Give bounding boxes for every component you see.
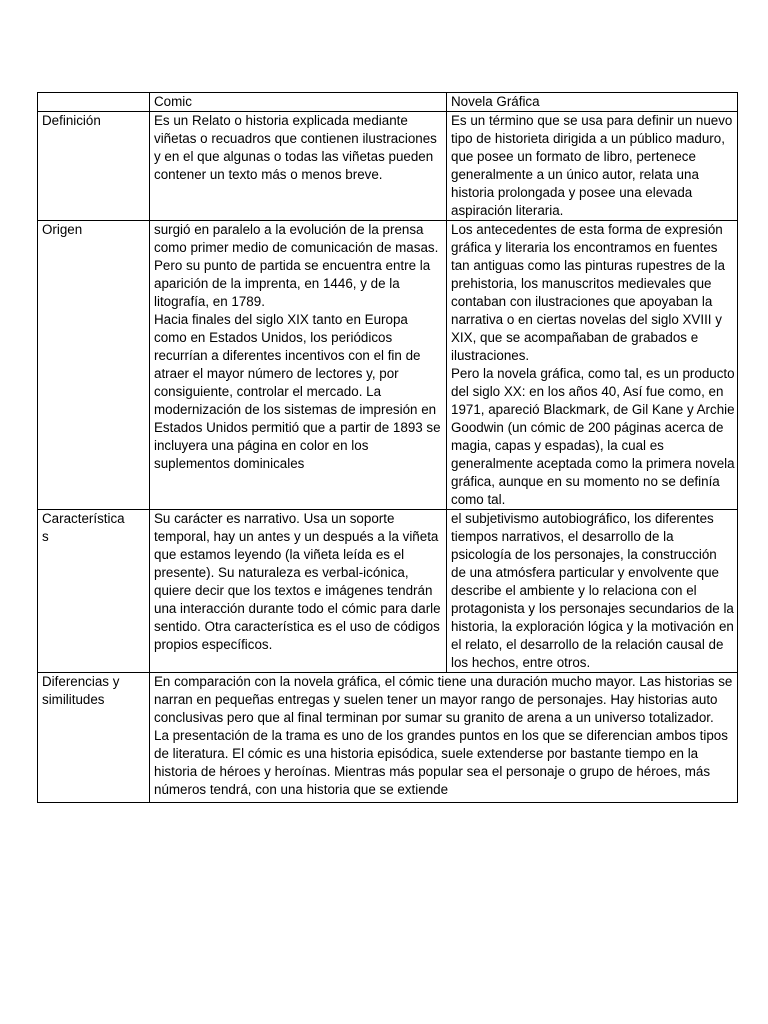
comparison-table	[37, 92, 738, 803]
header-cell-comic: Comic	[150, 93, 447, 112]
comic-cell: Es un Relato o historia explicada mediante viñetas o recuadros que contienen ilustraciones y en el que algunas o todas las viñetas pueden contener un texto más o menos breve.	[150, 112, 447, 221]
header-cell-empty	[38, 93, 150, 112]
table-row-diferencias	[38, 673, 738, 803]
row-label: Característica s	[38, 510, 150, 673]
comic-cell: surgió en paralelo a la evolución de la prensa como primer medio de comunicación de masas. Pero su punto de partida se encuentra entre la aparición de la imprenta, en 1446, y de la litografía, en 1789. Hacia finales del siglo XIX tanto en Europa como en Estados Unidos, los periódicos recurrían a diferentes incentivos con el fin de atraer el mayor número de lectores y, por consiguiente, controlar el mercado. La modernización de los sistemas de impresión en Estados Unidos permitió que a partir de 1893 se incluyera una página en color en los suplementos dominicales	[150, 221, 447, 510]
novela-cell: el subjetivismo autobiográfico, los diferentes tiempos narrativos, el desarrollo de la psicología de los personajes, la construcción de una atmósfera particular y envolvente que describe el ambiente y lo relaciona con el protagonista y los personajes secundarios de la historia, la exploración lógica y la motivación en el relato, el desarrollo de la relación causal de los hechos, entre otros.	[447, 510, 738, 673]
comic-cell: Su carácter es narrativo. Usa un soporte temporal, hay un antes y un después a la viñeta que estamos leyendo (la viñeta leída es el presente). Su naturaleza es verbal-icónica, quiere decir que los textos e imágenes tendrán una interacción durante todo el cómic para darle sentido. Otra característica es el uso de códigos propios específicos.	[150, 510, 447, 673]
table-row-definicion	[38, 112, 738, 221]
novela-cell: Es un término que se usa para definir un nuevo tipo de historieta dirigida a un público maduro, que posee un formato de libro, pertenece generalmente a un único autor, relata una historia prolongada y posee una elevada aspiración literaria.	[447, 112, 738, 221]
row-label: Origen	[38, 221, 150, 510]
row-label: Diferencias y similitudes	[38, 673, 150, 803]
table-row-origen	[38, 221, 738, 510]
table-row-caracteristicas	[38, 510, 738, 673]
table-header-row	[38, 93, 738, 112]
novela-cell: Los antecedentes de esta forma de expresión gráfica y literaria los encontramos en fuentes tan antiguas como las pinturas rupestres de la prehistoria, los manuscritos medievales que contaban con ilustraciones que apoyaban la narrativa o en ciertas novelas del siglo XVIII y XIX, que se acompañaban de grabados e ilustraciones. Pero la novela gráfica, como tal, es un producto del siglo XX: en los años 40, Así fue como, en 1971, apareció Blackmark, de Gil Kane y Archie Goodwin (un cómic de 200 páginas acerca de magia, capas y espadas), la cual es generalmente aceptada como la primera novela gráfica, aunque en su momento no se definía como tal.	[447, 221, 738, 510]
header-cell-novela-grafica: Novela Gráfica	[447, 93, 738, 112]
row-label: Definición	[38, 112, 150, 221]
merged-cell: En comparación con la novela gráfica, el cómic tiene una duración mucho mayor. Las historias se narran en pequeñas entregas y suelen tener un mayor rango de personajes. Hay historias auto conclusivas pero que al final terminan por sumar su granito de arena a un universo totalizador. La presentación de la trama es uno de los grandes puntos en los que se diferencian ambos tipos de literatura. El cómic es una historia episódica, suele extenderse por bastante tiempo en la historia de héroes y heroínas. Mientras más popular sea el personaje o grupo de héroes, más números tendrá, con una historia que se extiende	[150, 673, 738, 803]
